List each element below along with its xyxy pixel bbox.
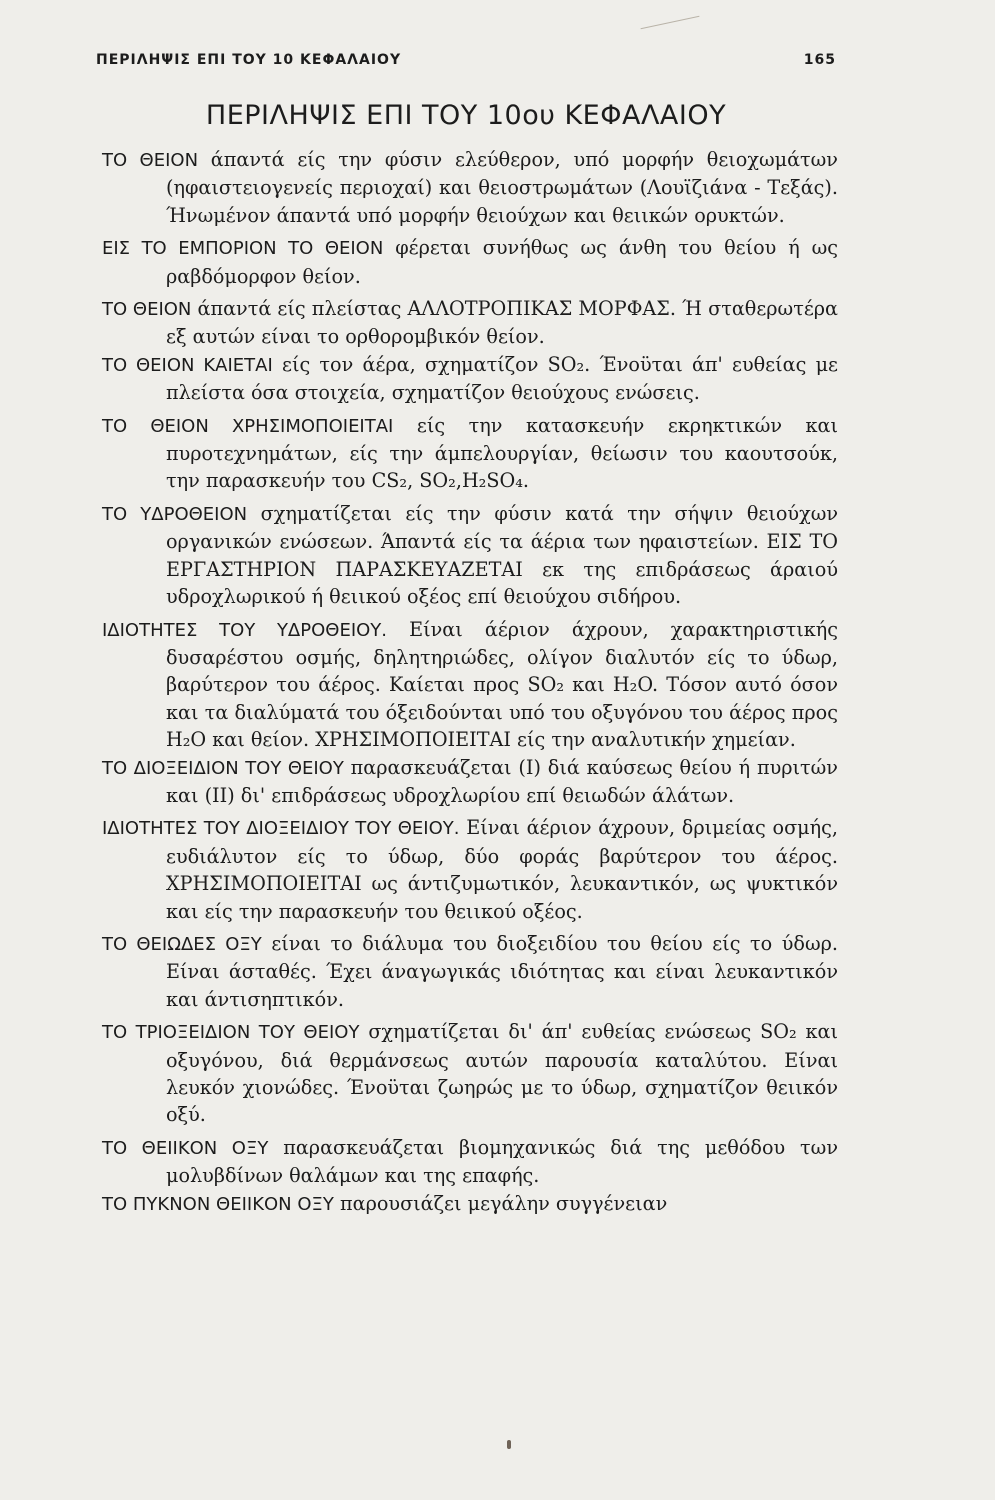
paragraph-lead: ΕΙΣ ΤΟ ΕΜΠΟΡΙΟΝ ΤΟ ΘΕΙΟΝ <box>102 238 384 260</box>
paragraph <box>102 616 838 754</box>
paragraph-text: είς την κατασκευήν εκρηκτικών και πυροτεχνημάτων, είς την άμπελουργίαν, θείωσιν του καουτσούκ, την παρασκευήν του CS₂, SO₂,H₂SO₄. <box>166 413 839 493</box>
running-head <box>96 52 836 68</box>
paragraph-text: άπαντά είς την φύσιν ελεύθερον, υπό μορφήν θειοχωμάτων (ηφαιστειογενείς περιοχαί) και θειοστρωμάτων (Λουϊζιάνα - Τεξάς). Ήνωμένον άπαντά υπό μορφήν θειούχων και θειικών ορυκτών. <box>166 148 838 227</box>
paragraph-text: παρουσιάζει μεγάλην συγγένειαν <box>340 1191 668 1215</box>
paragraph-lead: ΤΟ ΘΕΙΙΚΟΝ ΟΞΥ <box>102 1137 269 1159</box>
ink-speck <box>507 1440 511 1449</box>
paragraph <box>102 295 838 351</box>
paragraph-text: Είναι άέριον άχρουν, δριμείας οσμής, ευδιάλυτον είς το ύδωρ, δύο φοράς βαρύτερον του άέρος. ΧΡΗΣΙΜΟΠΟΙΕΙΤΑΙ ως άντιζυμωτικόν, λευκαντικόν, ως ψυκτικόν και είς την παρασκευήν του θειικού οξέος. <box>166 816 838 923</box>
paragraph-text: παρασκευάζεται βιομηχανικώς διά της μεθόδου των μολυβδίνων θαλάμων και της επαφής. <box>166 1135 838 1188</box>
paragraph-lead: ΤΟ ΥΔΡΟΘΕΙΟΝ <box>102 503 248 525</box>
paragraph-lead: ΙΔΙΟΤΗΤΕΣ ΤΟΥ ΔΙΟΞΕΙΔΙΟΥ ΤΟΥ ΘΕΙΟΥ. <box>102 818 460 840</box>
paragraph-lead: ΤΟ ΘΕΙΟΝ ΧΡΗΣΙΜΟΠΟΙΕΙΤΑΙ <box>102 415 394 437</box>
paragraph-lead: ΙΔΙΟΤΗΤΕΣ ΤΟΥ ΥΔΡΟΘΕΙΟΥ. <box>102 619 388 641</box>
paragraph <box>102 351 838 407</box>
paragraph <box>102 412 838 495</box>
pencil-mark <box>641 16 700 29</box>
paragraph-text: φέρεται συνήθως ως άνθη του θείου ή ως ραβδόμορφον θείον. <box>166 236 838 288</box>
paragraph-text: παρασκευάζεται (Ι) διά καύσεως θείου ή πυριτών και (ΙΙ) δι' επιδράσεως υδροχλωρίου επί θειωδών άλάτων. <box>166 755 838 807</box>
chapter-title: ΠΕΡΙΛΗΨΙΣ ΕΠΙ ΤΟΥ 10ου ΚΕΦΑΛΑΙΟΥ <box>205 100 727 131</box>
paragraph-text: είναι το διάλυμα του διοξειδίου του θείου είς το ύδωρ. Είναι άσταθές. Έχει άναγωγικάς ιδιότητας και είναι λευκαντικόν και άντισηπτικόν. <box>166 931 838 1011</box>
paragraph-text: είς τον άέρα, σχηματίζον SO₂. Ένοϋται άπ' ευθείας με πλείστα όσα στοιχεία, σχηματίζον θειούχους ενώσεις. <box>166 352 838 405</box>
running-title: ΠΕΡΙΛΗΨΙΣ ΕΠΙ ΤΟΥ 10 ΚΕΦΑΛΑΙΟΥ <box>96 52 402 68</box>
summary-body <box>102 146 838 1218</box>
paragraph-lead: ΤΟ ΘΕΙΟΝ <box>102 150 199 171</box>
paragraph <box>102 754 838 810</box>
paragraph <box>102 814 838 925</box>
paragraph <box>102 500 838 611</box>
paragraph-text: σχηματίζεται δι' άπ' ευθείας ενώσεως SO₂ και οξυγόνου, διά θερμάνσεως αυτών παρουσία καταλύτου. Είναι λευκόν χιονώδες. Ένοϋται ζωηρώς με το ύδωρ, σχηματίζον θειικόν οξύ. <box>166 1020 838 1127</box>
paragraph <box>102 930 838 1013</box>
paragraph-text: σχηματίζεται είς την φύσιν κατά την σήψιν θειούχων οργανικών ενώσεων. Άπαντά είς τα άέρια των ηφαιστείων. ΕΙΣ ΤΟ ΕΡΓΑΣΤΗΡΙΟΝ ΠΑΡΑΣΚΕΥΑΖΕΤΑΙ εκ της επιδράσεως άραιού υδροχλωρικού ή θειικού οξέος επί θειούχου σιδήρου. <box>166 501 839 609</box>
paragraph-lead: ΤΟ ΘΕΙΟΝ <box>102 299 192 321</box>
paragraph <box>102 146 838 229</box>
paragraph-lead: ΤΟ ΔΙΟΞΕΙΔΙΟΝ ΤΟΥ ΘΕΙΟΥ <box>102 757 344 779</box>
paragraph <box>102 1018 838 1129</box>
paragraph-lead: ΤΟ ΤΡΙΟΞΕΙΔΙΟΝ ΤΟΥ ΘΕΙΟΥ <box>102 1022 360 1044</box>
paragraph-text: Είναι άέριον άχρουν, χαρακτηριστικής δυσαρέστου οσμής, δηλητηριώδες, ολίγον διαλυτόν είς το ύδωρ, βαρύτερον του άέρος. Καίεται προς SO₂ και H₂O. Τόσον αυτό όσον και τα διαλύματά του όξειδούνται υπό του οξυγόνου του άέρος προς H₂O και θείον. ΧΡΗΣΙΜΟΠΟΙΕΙΤΑΙ είς την αναλυτικήν χημείαν. <box>166 617 838 752</box>
paragraph-lead: ΤΟ ΘΕΙΩΔΕΣ ΟΞΥ <box>102 933 262 955</box>
paragraph-lead: ΤΟ ΘΕΙΟΝ ΚΑΙΕΤΑΙ <box>102 354 273 376</box>
page-number: 165 <box>803 52 836 68</box>
paragraph <box>102 1134 838 1190</box>
paragraph <box>102 1190 838 1218</box>
paragraph-text: άπαντά είς πλείστας ΑΛΛΟΤΡΟΠΙΚΑΣ ΜΟΡΦΑΣ. Ή σταθερωτέρα εξ αυτών είναι το ορθορομβικόν θείον. <box>166 297 838 349</box>
paragraph-lead: ΤΟ ΠΥΚΝΟΝ ΘΕΙΙΚΟΝ ΟΞΥ <box>102 1193 334 1215</box>
paragraph <box>102 234 838 290</box>
